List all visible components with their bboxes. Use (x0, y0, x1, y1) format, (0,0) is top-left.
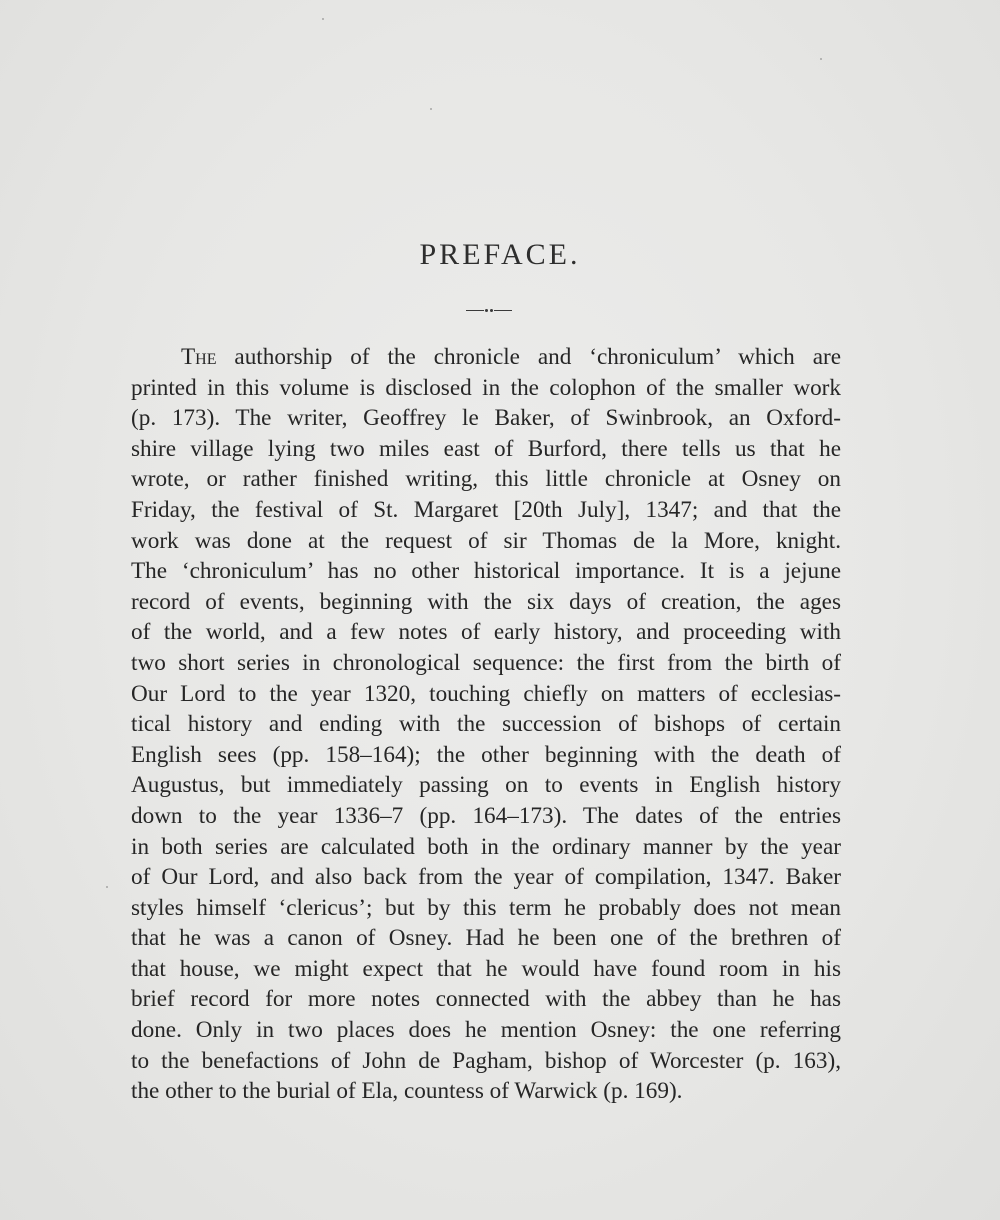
text-line: record of events, beginning with the six days of creation, the ages (131, 588, 841, 615)
paper-speck (106, 886, 108, 888)
text-line-content: authorship of the chronicle and ‘chroniculum’ which are (234, 344, 841, 370)
text-line: The ‘chroniculum’ has no other historical importance. It is a jejune (131, 558, 841, 585)
paper-speck (820, 58, 822, 60)
page-heading: PREFACE. (419, 238, 581, 271)
text-line: in both series are calculated both in the ordinary manner by the year (131, 833, 841, 860)
text-line: wrote, or rather finished writing, this little chronicle at Osney on (131, 466, 841, 493)
ornament-dot (485, 309, 488, 312)
text-line: the other to the burial of Ela, countess of Warwick (p. 169). (131, 1078, 683, 1105)
text-line: that he was a canon of Osney. Had he been one of the brethren of (131, 925, 841, 952)
text-line: brief record for more notes connected with the abbey than he has (131, 986, 841, 1013)
text-line: styles himself ‘clericus’; but by this term he probably does not mean (131, 894, 841, 921)
text-line: Friday, the festival of St. Margaret [20th July], 1347; and that the (131, 496, 841, 523)
text-line: down to the year 1336–7 (pp. 164–173). The dates of the entries (131, 802, 841, 829)
ornament-rule-left (466, 310, 484, 311)
text-line: work was done at the request of sir Thomas de la More, knight. (131, 527, 841, 554)
text-line: done. Only in two places does he mention Osney: the one referring (131, 1017, 841, 1044)
text-line: (p. 173). The writer, Geoffrey le Baker, of Swinbrook, an Oxford- (131, 405, 841, 432)
text-line: Our Lord to the year 1320, touching chiefly on matters of ecclesias- (131, 680, 841, 707)
text-line: that house, we might expect that he would have found room in his (131, 955, 841, 982)
ornament-dot (490, 309, 493, 312)
text-line: to the benefactions of John de Pagham, bishop of Worcester (p. 163), (131, 1047, 841, 1074)
text-line (131, 342, 841, 373)
text-line: two short series in chronological sequence: the first from the birth of (131, 649, 841, 676)
paper-speck (430, 108, 432, 110)
ornament-divider (466, 308, 512, 314)
preface-paragraph (131, 342, 841, 1107)
text-line: of Our Lord, and also back from the year of compilation, 1347. Baker (131, 864, 841, 891)
text-line: English sees (pp. 158–164); the other beginning with the death of (131, 741, 841, 768)
text-line: printed in this volume is disclosed in the colophon of the smaller work (131, 374, 841, 401)
text-line: tical history and ending with the succession of bishops of certain (131, 711, 841, 738)
text-line: of the world, and a few notes of early history, and proceeding with (131, 619, 841, 646)
ornament-rule-right (494, 310, 512, 311)
first-word: The (181, 344, 217, 370)
paper-speck (322, 18, 324, 20)
text-line: shire village lying two miles east of Burford, there tells us that he (131, 435, 841, 462)
text-line: Augustus, but immediately passing on to events in English history (131, 772, 841, 799)
